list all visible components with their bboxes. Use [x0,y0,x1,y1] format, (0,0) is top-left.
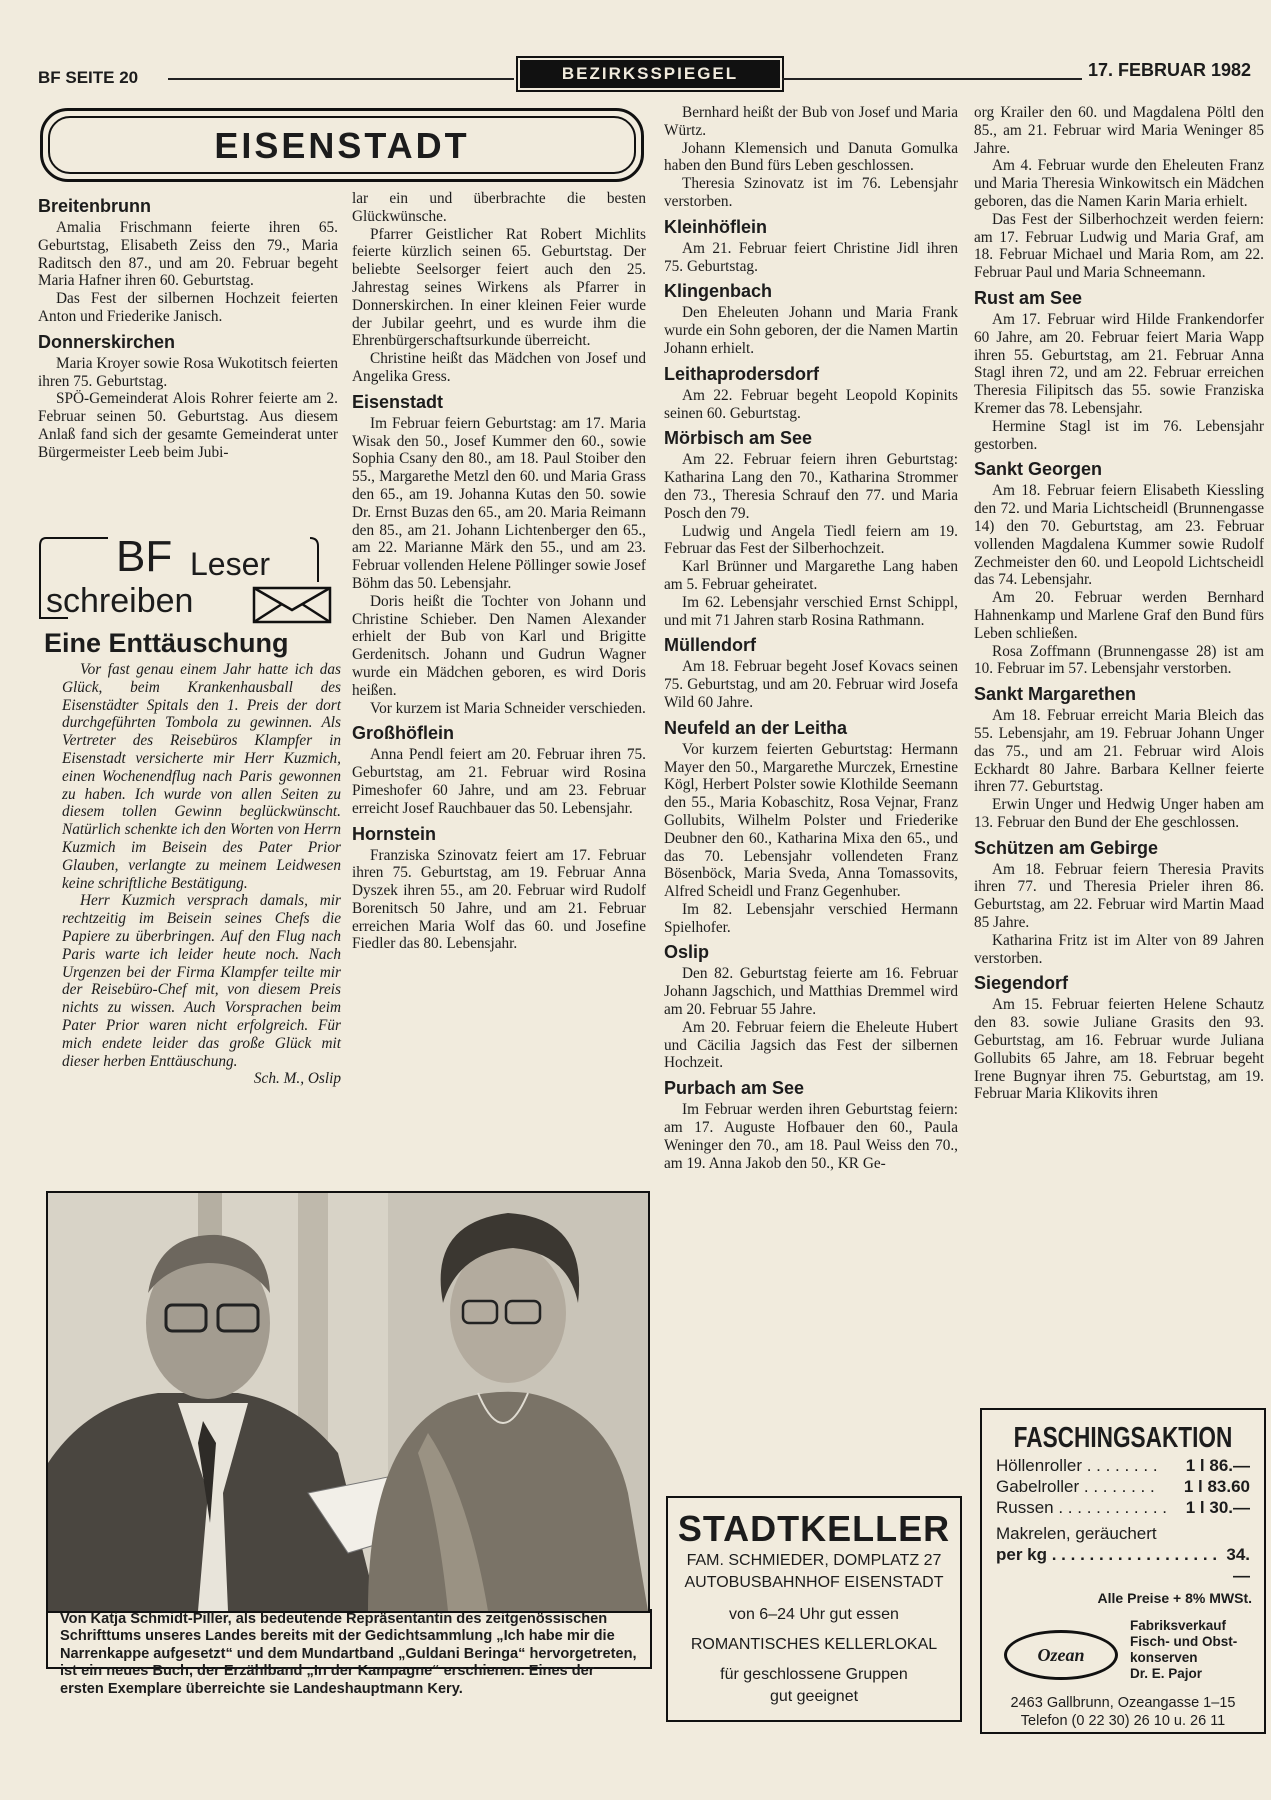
news-photo [46,1191,650,1613]
ad-faschingsaktion [980,1408,1266,1734]
paragraph: Karl Brünner und Margarethe Lang haben am 5. Februar geheiratet. [664,558,958,593]
paragraph: Den 82. Geburtstag feierte am 16. Februar Johann Jagschich, und Matthias Dremmel wird am 20. Februar 55 Jahre. [664,965,958,1019]
paragraph: Franziska Szinovatz feiert am 17. Februar ihren 75. Geburtstag, am 19. Februar Anna Dyszek ihren 55., am 20. Februar wird Rudolf Borenitsch 50 Jahre, und am 21. Februar erreichen Maria Wolf das 60. und Josefine Fiedler das 80. Lebensjahr. [352,846,646,953]
company-line: konserven [1130,1650,1198,1665]
paragraph: Das Fest der silbernen Hochzeit feierten Anton und Friederike Janisch. [38,290,338,325]
logo-bf: BF [116,532,173,581]
ad-phone: Telefon (0 22 30) 26 10 u. 26 11 [1020,1713,1226,1729]
ad-title: FASCHINGSAKTION [1013,1422,1233,1454]
heading-klingenbach: Klingenbach [664,281,773,302]
price-item: per kg . . . . . . . . . . . . . . . . . . [996,1545,1218,1564]
heading-siegendorf: Siegendorf [974,973,1069,994]
heading-moerbisch: Mörbisch am See [664,428,813,449]
heading-rust: Rust am See [974,287,1083,308]
paragraph: org Krailer den 60. und Magdalena Pöltl den 85., am 21. Februar wird Maria Weninger 85 Jahre. [974,104,1264,157]
heading-hornstein: Hornstein [352,823,437,844]
paragraph: Herr Kuzmich versprach damals, mir rechtzeitig im Beisein seines Chefs die Papiere zu überbringen. Auf den Flug nach Paris warte ich leider heute noch. Nach Urgenzen bei der Firma Klampfer teilte mir der Reisebüro-Chef mit, von diesem Preis nichts zu wissen. Auch Vorsprachen beim Pater Prior waren nicht erfolgreich. Für mich endete leider das große Glück mit dieser herben Enttäuschung. [62,892,341,1070]
paragraph: Am 18. Februar feiern Theresia Pravits ihren 77. und Theresia Prieler ihren 86. Geburtstag, am 22. Februar wird Martin Maad 85 Jahre. [974,860,1264,932]
paragraph: Amalia Frischmann feierte ihren 65. Geburtstag, Elisabeth Zeiss den 79., Maria Raditsch den 87., und am 20. Februar begeht Maria Hafner ihren 60. Geburtstag. [38,219,338,290]
heading-schuetzen: Schützen am Gebirge [974,837,1159,858]
paragraph: Im Februar werden ihren Geburtstag feiern: am 17. Auguste Hofbauer den 60., Paula Weninger den 70., am 18. Paul Weiss den 70., am 19. Anna Jakob den 50., KR Ge- [664,1101,958,1172]
paragraph: Am 20. Februar feiern die Eheleute Hubert und Cäcilia Jagsich das Fest der silbernen Hochzeit. [664,1018,958,1072]
heading-donnerskirchen: Donnerskirchen [38,331,176,352]
paragraph: Doris heißt die Tochter von Johann und Christine Schieber. Den Namen Alexander erhielt der Bub von Karl und Brigitte Gerdenitsch. Johann und Gudrun Wagner wurde ein Mädchen geboren, es wird Doris heißen. [352,592,646,699]
paragraph: Erwin Unger und Hedwig Unger haben am 13. Februar den Bund der Ehe geschlossen. [974,796,1264,831]
paragraph: Ludwig und Angela Tiedl feiern am 19. Februar das Fest der Silberhochzeit. [664,522,958,558]
paragraph: Den Eheleuten Johann und Maria Frank wurde ein Sohn geboren, der die Namen Martin Johann erhielt. [664,304,958,357]
ozean-logo-icon: Ozean [1004,1630,1118,1680]
paragraph: Katharina Fritz ist im Alter von 89 Jahren verstorben. [974,931,1264,967]
heading-sankt-georgen: Sankt Georgen [974,459,1103,480]
paragraph: Vor kurzem feierten Geburtstag: Hermann Mayer den 50., Margarethe Murczek, Ernestine Kögl, Herbert Polster sowie Klothilde Seemann den 55., Maria Kobaschitz, Rosa Vejnar, Franz Gollubits, Wilhelm Polster und Friederike Deubner den 60., Katharina Mixa den 65., und das 70. Lebensjahr vollendeten Franz Bösenböck, Maria Sveda, Anna Tomassovits, Alfred Scheidl und Franz Gegenhuber. [664,740,958,901]
paragraph: SPÖ-Gemeinderat Alois Rohrer feierte am 2. Februar seinen 50. Geburtstag. Aus diesem Anlaß fand sich der gesamte Gemeinderat unter Bürgermeister Leeb beim Jubi- [38,390,338,461]
paragraph: Am 21. Februar feiert Christine Jidl ihren 75. Geburtstag. [664,239,958,275]
heading-kleinhoeflein: Kleinhöflein [664,216,767,237]
page-number: BF SEITE 20 [38,68,139,87]
price-item: Russen . . . . . . . . . . . . [996,1498,1167,1517]
paragraph: Im 82. Lebensjahr verschied Hermann Spielhofer. [664,900,958,936]
header-rule-right [782,78,1082,80]
issue-date: 17. FEBRUAR 1982 [1088,60,1252,80]
paragraph: Am 15. Februar feierten Helene Schautz den 83. sowie Juliane Grasits den 93. Geburtstag, am 16. Februar wurde Juliana Gollubits 65 Jahre, am 18. Februar begeht Irene Bugnyar ihren 75. Geburtstag, am 19. Februar Maria Klikovits ihren [974,996,1264,1103]
paragraph: Christine heißt das Mädchen von Josef und Angelika Gress. [352,350,646,385]
masthead-text: BEZIRKSSPIEGEL [561,64,739,83]
heading-purbach: Purbach am See [664,1078,805,1099]
photo-caption: Von Katja Schmidt-Piller, als bedeutende Repräsentantin des zeitgenössischen Schrifttums unseres Landes bereits mit der Gedichtsammlung „Ich habe mir die Narrenkappe aufgesetzt“ und dem Mundartband „Guldani Beringa“ hervorgetreten, ist ein neues Buch, der Erzählband „In der Kampagne“ erschienen. Eines der ersten Exemplare überreichte sie Landeshauptmann Kery. [46,1609,652,1669]
paragraph: Anna Pendl feiert am 20. Februar ihren 75. Geburtstag, am 21. Februar wird Rosina Pimeshofer 60 Jahre, und am 23. Februar erreicht Josef Rauchbauer das 50. Lebensjahr. [352,746,646,817]
paragraph: Johann Klemensich und Danuta Gomulka haben den Bund fürs Leben geschlossen. [664,139,958,175]
price-row [982,1544,1264,1586]
price-value: 34.— [1226,1545,1250,1585]
paragraph: Pfarrer Geistlicher Rat Robert Michlits feierte kürzlich seinen 65. Geburtstag. Der beliebte Seelsorger feiert auch den 25. Jahrestag seines Wirkens als Pfarrer in Donnerskirchen. In einer kleinen Feier wurde der Jubilar geehrt, und es wurde ihm die Ehrenbürgerschaftsurkunde überreicht. [352,225,646,350]
heading-sankt-margarethen: Sankt Margarethen [974,684,1137,705]
ad-tax-note: Alle Preise + 8% MWSt. [1097,1590,1252,1606]
paragraph: Am 22. Februar feiern ihren Geburtstag: Katharina Lang den 70., Katharina Strommer den 73., Theresia Schrauf den 77. und Maria Posch den 79. [664,451,958,522]
company-line: Fabriksverkauf [1130,1618,1227,1633]
paragraph: Am 22. Februar begeht Leopold Kopinits seinen 60. Geburtstag. [664,386,958,422]
section-title-box [40,108,644,182]
logo-leser: Leser [190,546,271,582]
ad-title: STADTKELLER [677,1508,951,1549]
ad-line: für geschlossene Gruppen [720,1666,908,1683]
heading-neufeld: Neufeld an der Leitha [664,717,848,738]
paragraph: Vor kurzem ist Maria Schneider verschieden. [370,699,646,717]
leser-schreiben-logo [38,532,338,624]
price-row [982,1476,1264,1497]
paragraph: Vor fast genau einem Jahr hatte ich das Glück, beim Krankenhausball des Eisenstädter Spitals den 1. Preis der dort durchgeführten Tombola zu gewinnen. Als Vertreter des Reisebüros Klampfer in Eisenstadt versicherte mir Herr Kuzmich, einen Wochenendflug nach Paris gewonnen zu haben. Ich wurde von allen Seiten zu diesem tollen Gewinn beglückwünscht. Natürlich schenkte ich den Worten von Herrn Kuzmich im Beisein des Pater Prior Glauben, verlangte zu meinem Leidwesen keine schriftliche Bestätigung. [62,661,341,892]
section-title: EISENSTADT [214,125,470,166]
heading-grosshoeflein: Großhöflein [352,723,454,744]
ad-company-block [982,1616,1264,1692]
heading-leithaprodersdorf: Leithaprodersdorf [664,363,820,384]
company-text [1130,1618,1237,1682]
paragraph: Am 18. Februar erreicht Maria Bleich das 55. Lebensjahr, am 19. Februar Johann Unger das 75., und am 21. Februar wird Alois Eckhardt 80 Jahre. Barbara Kellner feierte ihren 77. Geburtstag. [974,707,1264,796]
paragraph: Am 18. Februar begeht Josef Kovacs seinen 75. Geburtstag, und am 20. Februar wird Josefa Wild 60 Jahre. [664,658,958,711]
letter-signature: Sch. M., Oslip [253,1070,341,1088]
ad-line: gut geeignet [769,1688,859,1705]
price-value: 1 l 30.— [1185,1498,1250,1517]
paragraph: lar ein und überbrachte die besten Glückwünsche. [352,190,646,225]
paragraph: Theresia Szinovatz ist im 76. Lebensjahr verstorben. [664,175,958,210]
heading-breitenbrunn: Breitenbrunn [38,196,152,216]
price-row [982,1497,1264,1518]
masthead [516,56,784,92]
reader-letter [62,661,341,1088]
paragraph: Am 17. Februar wird Hilde Frankendorfer 60 Jahre, am 20. Februar feiert Maria Wapp ihren 55. Geburtstag, am 21. Februar Anna Stagl ihren 72, und am 22. Februar erreichen Theresia Filipitsch das 55. sowie Franziska Kremer das 78. Lebensjahr. [974,310,1264,417]
price-item: Höllenroller . . . . . . . . [996,1456,1158,1475]
ad-line: ROMANTISCHES KELLERLOKAL [690,1636,938,1653]
paragraph: Am 4. Februar wurde den Eheleuten Franz und Maria Theresia Winkowitsch ein Mädchen geboren, das die Namen Karin Maria erhielt. [974,157,1264,210]
photo-illustration-icon [48,1193,648,1611]
paragraph: Am 18. Februar feiern Elisabeth Kiessling den 72. und Maria Lichtscheidl (Brunnengasse 14) den 70. Geburtstag, am 23. Februar vollenden Magdalena Kummer sowie Rudolf Zechmeister den 60. und Leopold Lichtscheidl das 74. Lebensjahr. [974,482,1264,589]
paragraph: Hermine Stagl ist im 76. Lebensjahr gestorben. [974,417,1264,453]
ad-stadtkeller [666,1496,962,1722]
letter-heading: Eine Enttäuschung [44,628,289,658]
header-rule-left [168,78,514,80]
ad-line: Makrelen, geräuchert [996,1524,1157,1543]
column-3 [664,104,958,1172]
ad-address: 2463 Gallbrunn, Ozeangasse 1–15 [1010,1695,1236,1711]
paragraph: Im Februar feiern Geburtstag: am 17. Maria Wisak den 50., Josef Kummer den 60., sowie Sophia Csany den 80., am 18. Paul Stoiber den 55., Margarethe Metzl den 60. und Maria Grass den 65., am 19. Johanna Kutas den 50. sowie Dr. Ernst Buzas den 65., am 20. Maria Reimann den 85., am 21. Johann Lichtenberger den 65., am 22. Marianne Märk den 55., und am 23. Februar vollenden Helene Pöllinger sowie Josef Böhm das 50. Lebensjahr. [352,414,646,592]
paragraph: Im 62. Lebensjahr verschied Ernst Schippl, und mit 71 Jahren starb Rosina Rathmann. [664,593,958,629]
ad-line: AUTOBUSBAHNHOF EISENSTADT [684,1574,944,1591]
paragraph: Rosa Zoffmann (Brunnengasse 28) ist am 10. Februar im 57. Lebensjahr verstorben. [974,642,1264,678]
paragraph: Bernhard heißt der Bub von Josef und Maria Würtz. [664,104,958,139]
heading-oslip: Oslip [664,942,710,963]
heading-muellendorf: Müllendorf [664,635,756,656]
ad-line: FAM. SCHMIEDER, DOMPLATZ 27 [686,1552,942,1569]
price-row [982,1455,1264,1476]
paragraph: Das Fest der Silberhochzeit werden feiern: am 17. Februar Ludwig und Maria Graf, am 18. Februar Michael und Maria Rom, am 22. Februar Paul und Maria Schneemann. [974,210,1264,282]
company-line: Dr. E. Pajor [1130,1666,1203,1681]
company-line: Fisch- und Obst- [1130,1634,1238,1649]
column-4 [974,104,1264,1103]
ad-line: von 6–24 Uhr gut essen [729,1606,899,1623]
column-2 [352,190,646,953]
column-1 [38,190,338,462]
paragraph: Maria Kroyer sowie Rosa Wukotitsch feierten ihren 75. Geburtstag. [38,354,338,390]
heading-eisenstadt: Eisenstadt [352,391,444,412]
price-value: 1 l 86.— [1185,1456,1250,1475]
price-item: Gabelroller . . . . . . . . [996,1477,1155,1496]
paragraph: Am 20. Februar werden Bernhard Hahnenkamp und Marlene Graf den Bund fürs Leben schließen. [974,589,1264,642]
logo-schreiben: schreiben [46,582,194,620]
price-value: 1 l 83.60 [1183,1477,1250,1496]
